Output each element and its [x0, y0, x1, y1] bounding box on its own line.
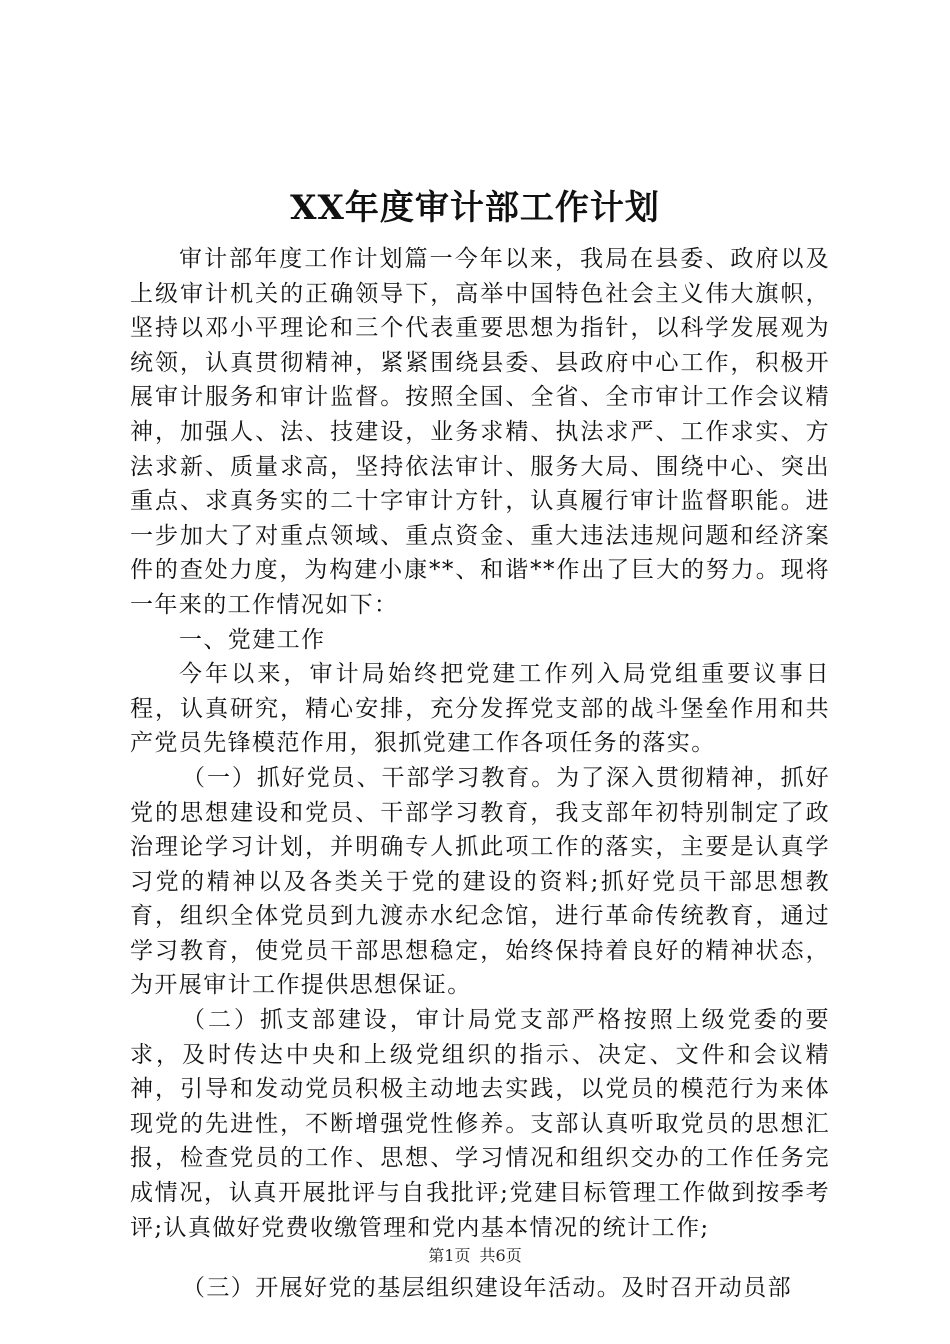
page-footer — [0, 1245, 950, 1267]
paragraph-item-three: （三）开展好党的基层组织建设年活动。及时召开动员部 — [182, 1275, 792, 1302]
paragraph-item-two: （二）抓支部建设，审计局党支部严格按照上级党委的要求，及时传达中央和上级党组织的指示、决定、文件和会议精神，引导和发动党员积极主动地去实践，以党员的模范行为来体现党的先进性，不断增强党性修养。支部认真听取党员的思想汇报，检查党员的工作、思想、学习情况和组织交办的工作任务完成情况，认真开展批评与自我批评;党建目标管理工作做到按季考评;认真做好党费收缴管理和党内基本情况的统计工作; — [130, 1007, 830, 1241]
page-number: 第1页 — [428, 1246, 471, 1265]
page-total: 共6页 — [479, 1246, 522, 1265]
document-body — [130, 242, 830, 1306]
paragraph-item-one: （一）抓好党员、干部学习教育。为了深入贯彻精神，抓好党的思想建设和党员、干部学习教育，我支部年初特别制定了政治理论学习计划，并明确专人抓此项工作的落实，主要是认真学习党的精神以及各类关于党的建设的资料;抓好党员干部思想教育，组织全体党员到九渡赤水纪念馆，进行革命传统教育，通过学习教育，使党员干部思想稳定，始终保持着良好的精神状态，为开展审计工作提供思想保证。 — [130, 764, 830, 999]
paragraph-party-building: 今年以来，审计局始终把党建工作列入局党组重要议事日程，认真研究，精心安排，充分发挥党支部的战斗堡垒作用和共产党员先锋模范作用，狠抓党建工作各项任务的落实。 — [130, 661, 830, 757]
paragraph-intro: 审计部年度工作计划篇一今年以来，我局在县委、政府以及上级审计机关的正确领导下，高举中国特色社会主义伟大旗帜，坚持以邓小平理论和三个代表重要思想为指针，以科学发展观为统领，认真贯彻精神，紧紧围绕县委、县政府中心工作，积极开展审计服务和审计监督。按照全国、全省、全市审计工作会议精神，加强人、法、技建设，业务求精、执法求严、工作求实、方法求新、质量求高，坚持依法审计、服务大局、围绕中心、突出重点、求真务实的二十字审计方针，认真履行审计监督职能。进一步加大了对重点领域、重点资金、重大违法违规问题和经济案件的查处力度，为构建小康**、和谐**作出了巨大的努力。现将一年来的工作情况如下： — [130, 246, 830, 618]
section-heading-party-building: 一、党建工作 — [179, 626, 326, 653]
document-title: XX年度审计部工作计划 — [290, 188, 660, 228]
